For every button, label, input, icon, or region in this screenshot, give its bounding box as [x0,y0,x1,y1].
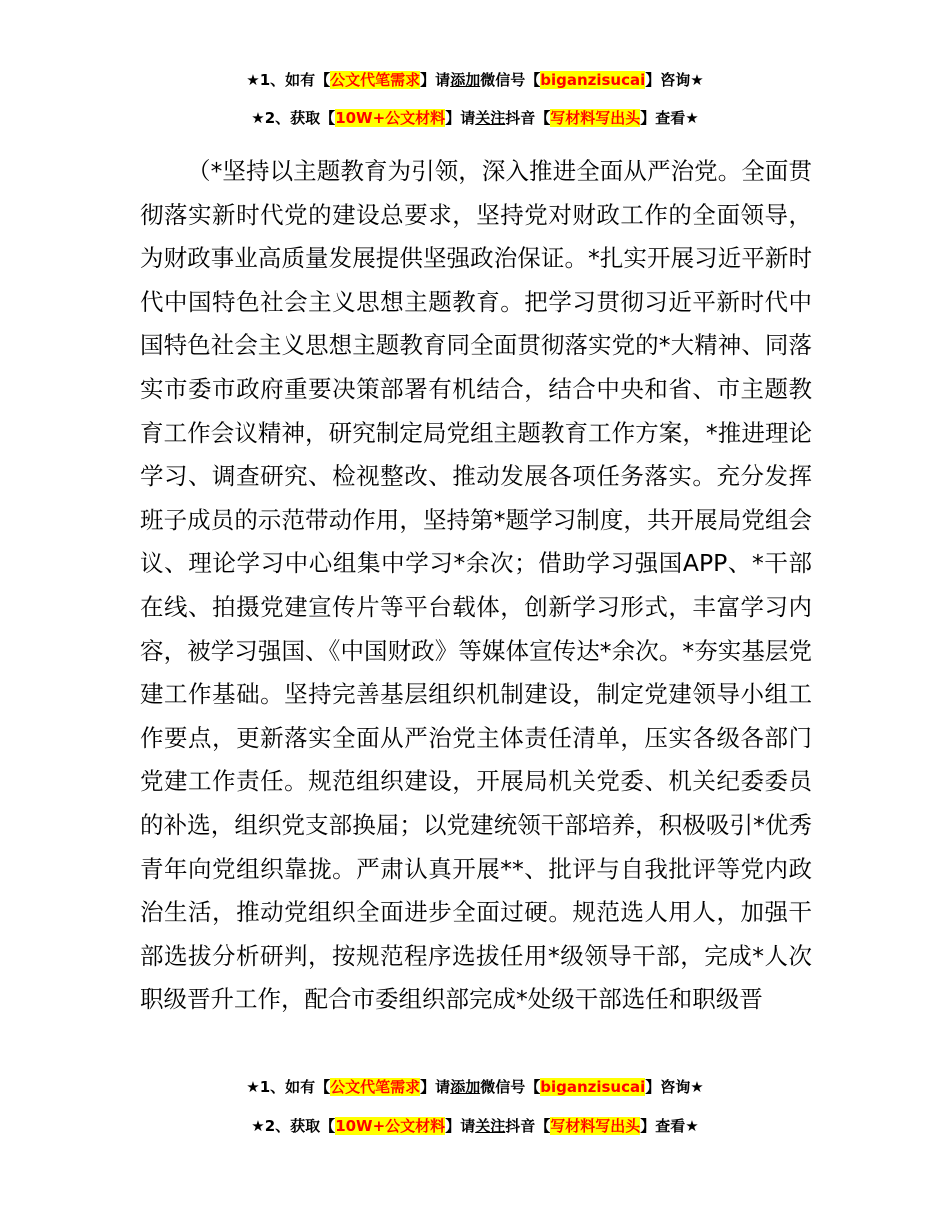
emphasis-text: 添加 [450,71,481,89]
star-icon: ★ [246,71,260,89]
douyin-account: 写材料写出头 [550,109,641,127]
banner-text: 抖音【 [505,1117,551,1135]
banner-text: 】查看★ [640,1117,699,1135]
banner-text: 】请 [420,71,451,89]
highlight-text: 公文代笔需求 [330,71,421,89]
star-icon: ★ [251,1117,265,1135]
banner-text: 微信号【 [480,71,541,89]
banner-text: 1、如有【 [259,1078,331,1096]
promo-banner-bottom-line1 [0,1077,950,1097]
highlight-text: 10W+公文材料 [335,1117,446,1135]
highlight-text: 10W+公文材料 [335,109,446,127]
wechat-id: biganzisucai [540,1078,646,1096]
banner-text: 微信号【 [480,1078,541,1096]
star-icon: ★ [251,109,265,127]
promo-banner-top-line1 [0,70,950,90]
banner-text: 】咨询★ [645,1078,704,1096]
douyin-account: 写材料写出头 [550,1117,641,1135]
banner-text: 2、获取【 [264,1117,336,1135]
banner-text: 】咨询★ [645,71,704,89]
star-icon: ★ [246,1078,260,1096]
banner-text: 2、获取【 [264,109,336,127]
banner-text: 】请 [445,109,476,127]
wechat-id: biganzisucai [540,71,646,89]
body-paragraph: （*坚持以主题教育为引领，深入推进全面从严治党。全面贯彻落实新时代党的建设总要求，坚持党对财政工作的全面领导，为财政事业高质量发展提供坚强政治保证。*扎实开展习近平新时代中国特色社会主义思想主题教育。把学习贯彻习近平新时代中国特色社会主义思想主题教育同全面贯彻落实党的*大精神、同落实市委市政府重要决策部署有机结合，结合中央和省、市主题教育工作会议精神，研究制定局党组主题教育工作方案，*推进理论学习、调查研究、检视整改、推动发展各项任务落实。充分发挥班子成员的示范带动作用，坚持第*题学习制度，共开展局党组会议、理论学习中心组集中学习*余次；借助学习强国APP、*干部在线、拍摄党建宣传片等平台载体，创新学习形式，丰富学习内容，被学习强国、《中国财政》等媒体宣传达*余次。*夯实基层党建工作基础。坚持完善基层组织机制建设，制定党建领导小组工作要点，更新落实全面从严治党主体责任清单，压实各级各部门党建工作责任。规范组织建设，开展局机关党委、机关纪委委员的补选，组织党支部换届；以党建统领干部培养，积极吸引*优秀青年向党组织靠拢。严肃认真开展**、批评与自我批评等党内政治生活，推动党组织全面进步全面过硬。规范选人用人，加强干部选拔分析研判，按规范程序选拔任用*级领导干部，完成*人次职级晋升工作，配合市委组织部完成*处级干部选任和职级晋 [140,157,812,1014]
promo-banner-top-line2 [0,108,950,128]
emphasis-text: 关注 [475,109,506,127]
banner-text: 1、如有【 [259,71,331,89]
banner-text: 】查看★ [640,109,699,127]
banner-text: 】请 [420,1078,451,1096]
document-body [140,150,812,1022]
promo-banner-bottom-line2 [0,1116,950,1136]
emphasis-text: 关注 [475,1117,506,1135]
banner-text: 抖音【 [505,109,551,127]
banner-text: 】请 [445,1117,476,1135]
emphasis-text: 添加 [450,1078,481,1096]
highlight-text: 公文代笔需求 [330,1078,421,1096]
